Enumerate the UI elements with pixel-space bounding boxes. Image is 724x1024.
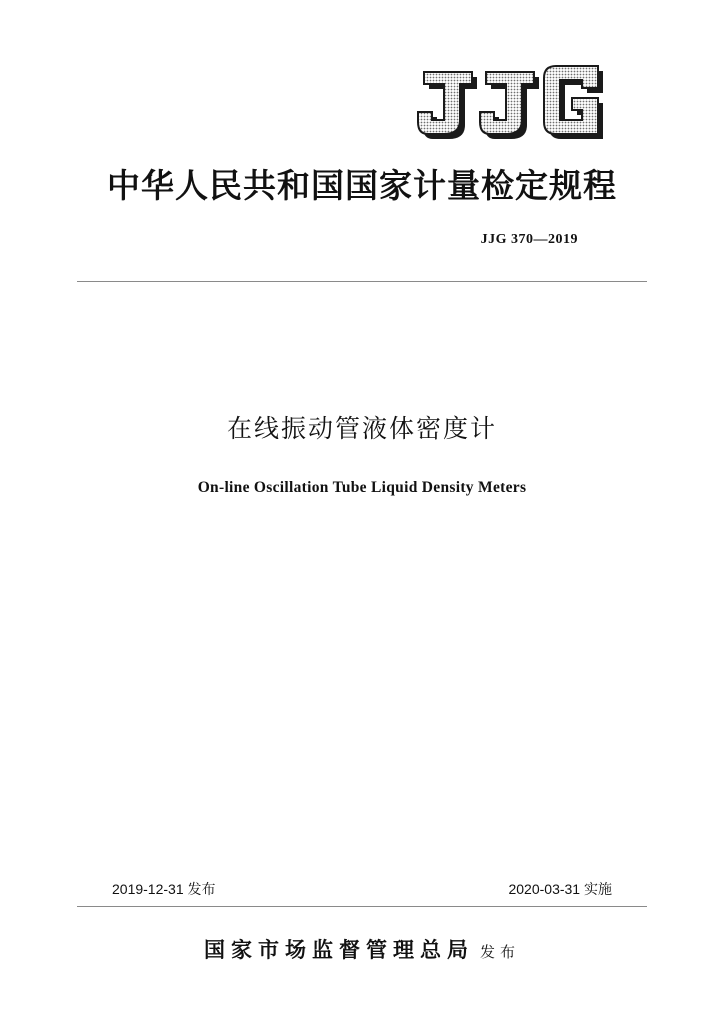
jjg-logo bbox=[414, 64, 608, 140]
implementation-date: 2020-03-31 实施 bbox=[508, 881, 612, 897]
publisher-action: 发布 bbox=[479, 943, 520, 961]
document-title-english: On-line Oscillation Tube Liquid Density Meters bbox=[197, 479, 527, 496]
logo-letter-g bbox=[544, 66, 603, 139]
logo-letter-j-1 bbox=[418, 72, 477, 139]
issue-date: 2019-12-31 发布 bbox=[112, 881, 216, 897]
document-title-chinese: 在线振动管液体密度计 bbox=[226, 414, 497, 443]
top-divider bbox=[77, 281, 647, 282]
regulation-series-title: 中华人民共和国国家计量检定规程 bbox=[107, 166, 617, 205]
logo-letter-j-2 bbox=[480, 72, 539, 139]
publisher-name: 国家市场监督管理总局 bbox=[203, 937, 474, 962]
bottom-divider bbox=[77, 906, 647, 907]
publisher-line bbox=[0, 934, 724, 964]
standard-code: JJG 370—2019 bbox=[480, 232, 578, 247]
